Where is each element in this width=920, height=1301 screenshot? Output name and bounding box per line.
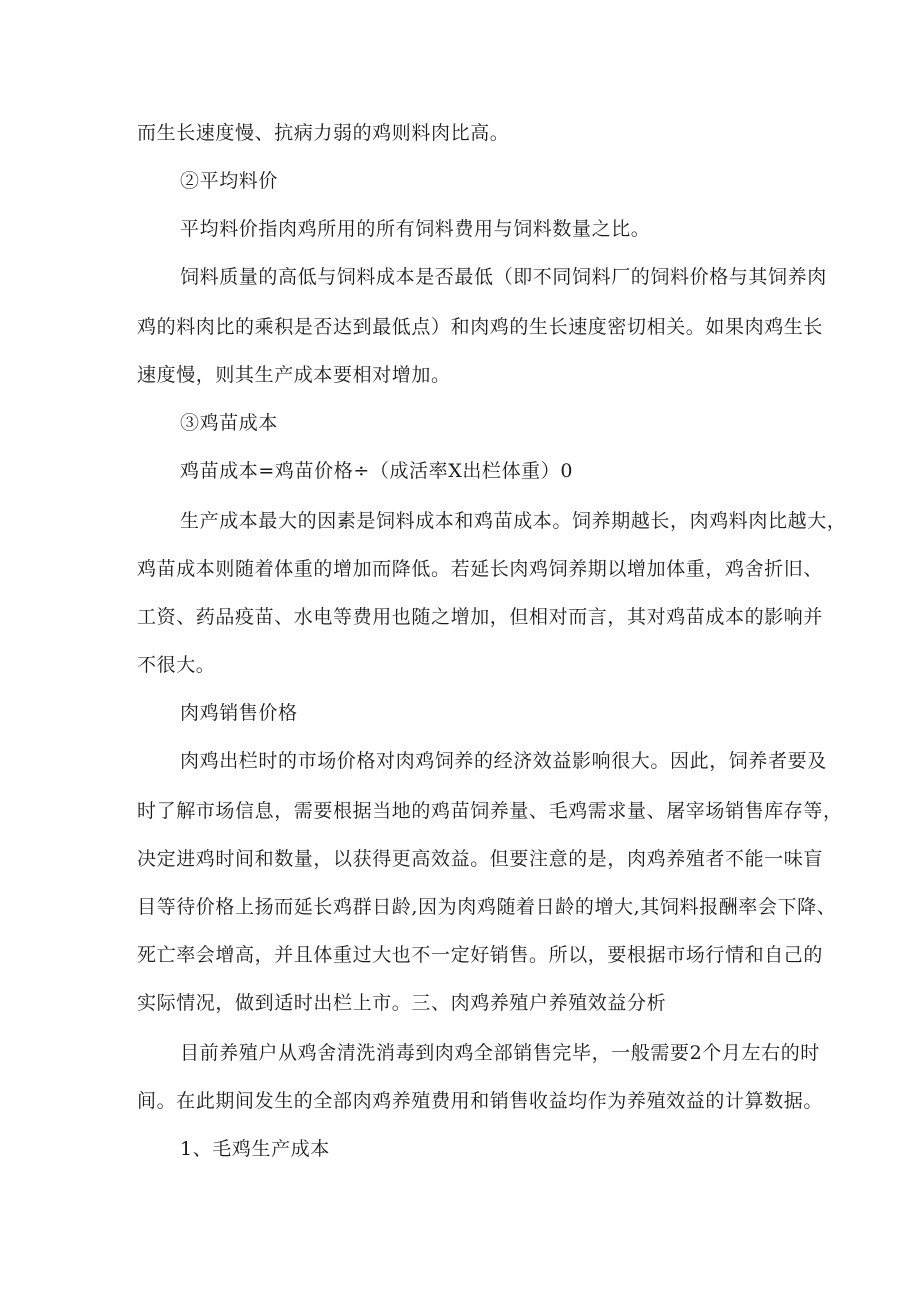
paragraph-line: 决定进鸡时间和数量，以获得更高效益。但要注意的是，肉鸡养殖者不能一味盲 — [137, 848, 824, 870]
paragraph-line: 速度慢，则其生产成本要相对增加。 — [137, 364, 451, 386]
formula-line: 鸡苗成本=鸡苗价格÷（成活率X出栏体重）0 — [180, 460, 574, 482]
paragraph-line: 饲料质量的高低与饲料成本是否最低（即不同饲料厂的饲料价格与其饲养肉 — [180, 266, 827, 288]
paragraph-line: 而生长速度慢、抗病力弱的鸡则料肉比高。 — [137, 122, 510, 144]
section-heading: ③鸡苗成本 — [180, 412, 279, 434]
paragraph-line: 生产成本最大的因素是饲料成本和鸡苗成本。饲养期越长，肉鸡料肉比越大， — [180, 510, 847, 532]
paragraph-line: 鸡苗成本则随着体重的增加而降低。若延长肉鸡饲养期以增加体重，鸡舍折旧、 — [137, 558, 824, 580]
paragraph-line: 目前养殖户从鸡舍清洗消毒到肉鸡全部销售完毕，一般需要2个月左右的时 — [180, 1042, 820, 1064]
paragraph-line: 工资、药品疫苗、水电等费用也随之增加，但相对而言，其对鸡苗成本的影响并 — [137, 606, 824, 628]
paragraph-line: 死亡率会增高，并且体重过大也不一定好销售。所以，要根据市场行情和自己的 — [137, 944, 824, 966]
paragraph-line: 平均料价指肉鸡所用的所有饲料费用与饲料数量之比。 — [180, 218, 651, 240]
paragraph-line: 间。在此期间发生的全部肉鸡养殖费用和销售收益均作为养殖效益的计算数据。 — [137, 1090, 824, 1112]
paragraph-line: 鸡的料肉比的乘积是否达到最低点）和肉鸡的生长速度密切相关。如果肉鸡生长 — [137, 316, 824, 338]
section-heading: ②平均料价 — [180, 170, 279, 192]
paragraph-line: 实际情况，做到适时出栏上市。三、肉鸡养殖户养殖效益分析 — [137, 992, 667, 1014]
paragraph-line: 肉鸡出栏时的市场价格对肉鸡饲养的经济效益影响很大。因此，饲养者要及 — [180, 750, 827, 772]
section-heading: 肉鸡销售价格 — [180, 702, 298, 724]
section-heading: 1、毛鸡生产成本 — [180, 1138, 330, 1160]
paragraph-line: 时了解市场信息，需要根据当地的鸡苗饲养量、毛鸡需求量、屠宰场销售库存等， — [137, 800, 843, 822]
paragraph-line: 不很大。 — [137, 654, 216, 676]
paragraph-line: 目等待价格上扬而延长鸡群日龄,因为肉鸡随着日龄的增大,其饲料报酬率会下降、 — [137, 896, 837, 918]
